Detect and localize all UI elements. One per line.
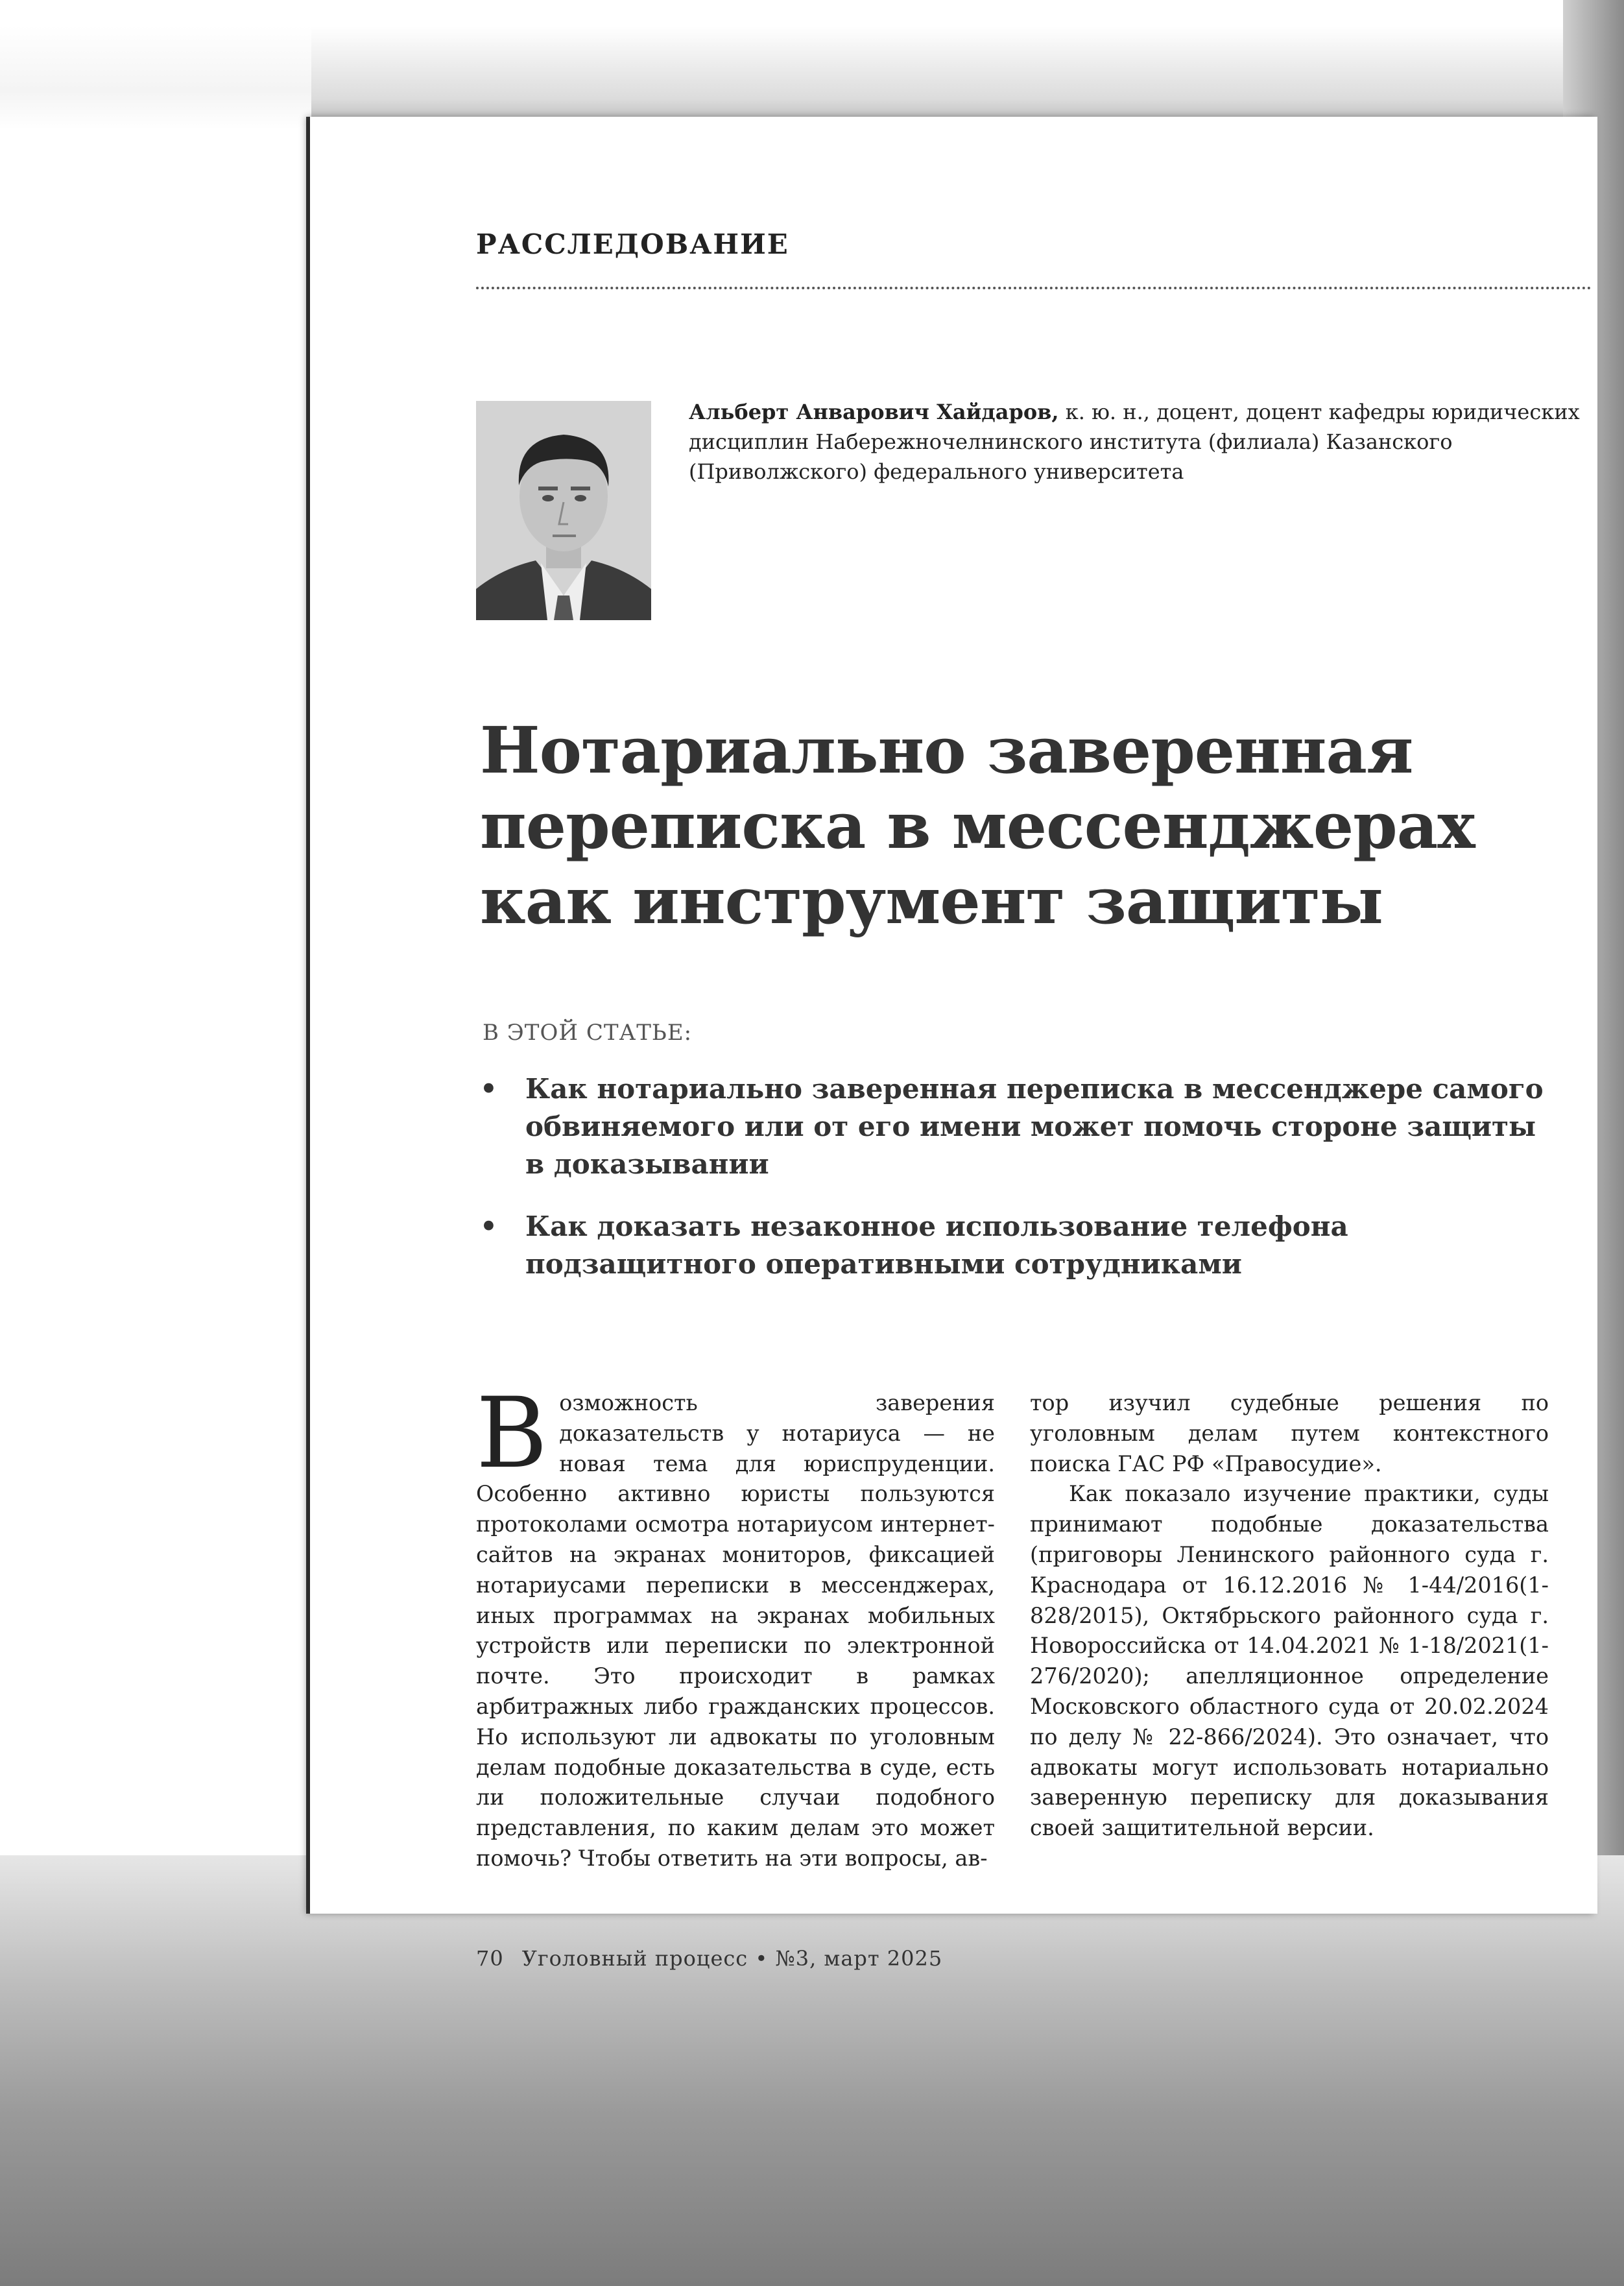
highlight-text: Как нотариально заверенная переписка в мессенджере самого обвиняемого или от его имени может помочь стороне защиты в доказывании (525, 1073, 1544, 1180)
bullet-icon: • (480, 1073, 497, 1105)
section-title: РАССЛЕДОВАНИЕ (476, 228, 789, 260)
bullet-icon: • (480, 1210, 497, 1242)
article-title-line: переписка в мессенджерах (480, 789, 1475, 863)
body-text: озможность заверения доказательств у нотариуса — не новая тема для юриспруденции. Особенно активно юристы пользуются протоколами осмотра нотариусом интернет-сайтов на экранах мониторов, фиксацией нотариусами переписки в мессенджерах, иных программах на экранах мобильных устройств или переписки по электронной почте. Это происходит в рамках арбитражных либо гражданских процессов. Но используют ли адвокаты по уголовным делам подобные доказательства в суде, есть ли положительные случаи подобного представления, по каким делам это может помочь? Чтобы ответить на эти вопросы, ав- (476, 1390, 995, 1871)
author-photo (476, 401, 651, 620)
scan-shadow-top (311, 26, 1624, 130)
body-paragraph: Как показало изучение практики, суды принимают подобные доказательства (приговоры Ленинского районного суда г. Краснодара от 16.12.2016 № 1-44/2016(1-828/2015), Октябрьского районного суда г. Новороссийска от 14.04.2021 № 1-18/2021(1-276/2020); апелляционное определение Московского областного суда от 20.02.2024 по делу № 22-866/2024). Это означает, что адвокаты могут использовать нотариально заверенную переписку для доказывания своей защитительной версии. (1030, 1481, 1549, 1841)
body-paragraph: тор изучил судебные решения по уголовным делам путем контекстного поиска ГАС РФ «Правосудие». (1030, 1390, 1549, 1476)
section-divider (476, 287, 1592, 289)
author-name: Альберт Анварович Хайдаров, (689, 400, 1059, 424)
article-title-line: как инструмент защиты (480, 864, 1383, 939)
page-number: 70 (476, 1946, 504, 1971)
author-bio: к. ю. н., доцент, доцент кафедры юридических дисциплин Набережночелнинского института (филиала) Казанского (Приволжского) федерального университета (689, 400, 1580, 484)
article-highlights (480, 1070, 1557, 1308)
drop-cap: В (476, 1377, 548, 1490)
article-title-line: Нотариально заверенная (480, 714, 1413, 788)
highlight-item (480, 1070, 1557, 1183)
author-info (689, 397, 1584, 487)
highlight-text: Как доказать незаконное использование телефона подзащитного оперативными сотрудниками (525, 1210, 1348, 1280)
page-footer (476, 1946, 942, 1971)
article-title (480, 714, 1557, 939)
body-column-right (1030, 1388, 1549, 1844)
in-this-article-label: В ЭТОЙ СТАТЬЕ: (483, 1020, 693, 1046)
scan-shadow-bottom (0, 1855, 1624, 2286)
body-column-left (476, 1377, 995, 1874)
body-paragraph (476, 1377, 995, 1874)
author-photo-image (476, 401, 651, 620)
highlight-item (480, 1208, 1557, 1283)
journal-info: Уголовный процесс • №3, март 2025 (521, 1946, 943, 1971)
